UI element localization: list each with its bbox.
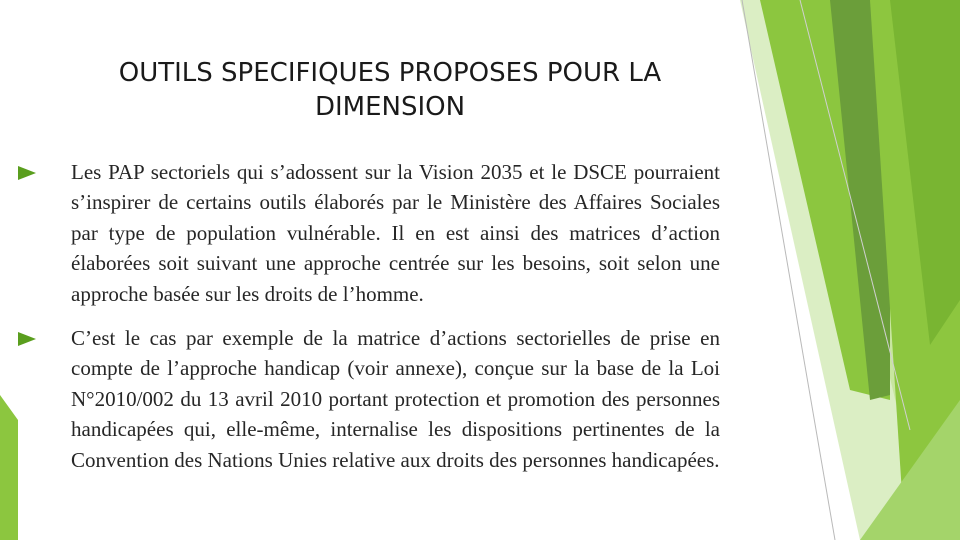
slide-title: OUTILS SPECIFIQUES PROPOSES POUR LA DIMENSION [118, 58, 662, 122]
bullet-item [18, 157, 720, 309]
bullet-item [18, 323, 720, 475]
bullet-text: C’est le cas par exemple de la matrice d’actions sectorielles de prise en compte de l’approche handicap (voir annexe), conçue sur la base de la Loi N°2010/002 du 13 avril 2010 portant protection et promotion des personnes handicapées qui, elle-même, internalise les dispositions pertinentes de la Convention des Nations Unies relative aux droits des personnes handicapées. [71, 326, 720, 472]
triangle-bullet-icon [18, 166, 36, 180]
bullet-list [18, 157, 720, 475]
left-green-stripe [0, 395, 18, 540]
triangle-bullet-icon [18, 332, 36, 346]
bullet-text: Les PAP sectoriels qui s’adossent sur la Vision 2035 et le DSCE pourraient s’inspirer de certains outils élaborés par le Ministère des Affaires Sociales par type de population vulnérable. Il en est ainsi des matrices d’action élaborées soit suivant une approche centrée sur les besoins, soit selon une approche basée sur les droits de l’homme. [71, 160, 720, 306]
